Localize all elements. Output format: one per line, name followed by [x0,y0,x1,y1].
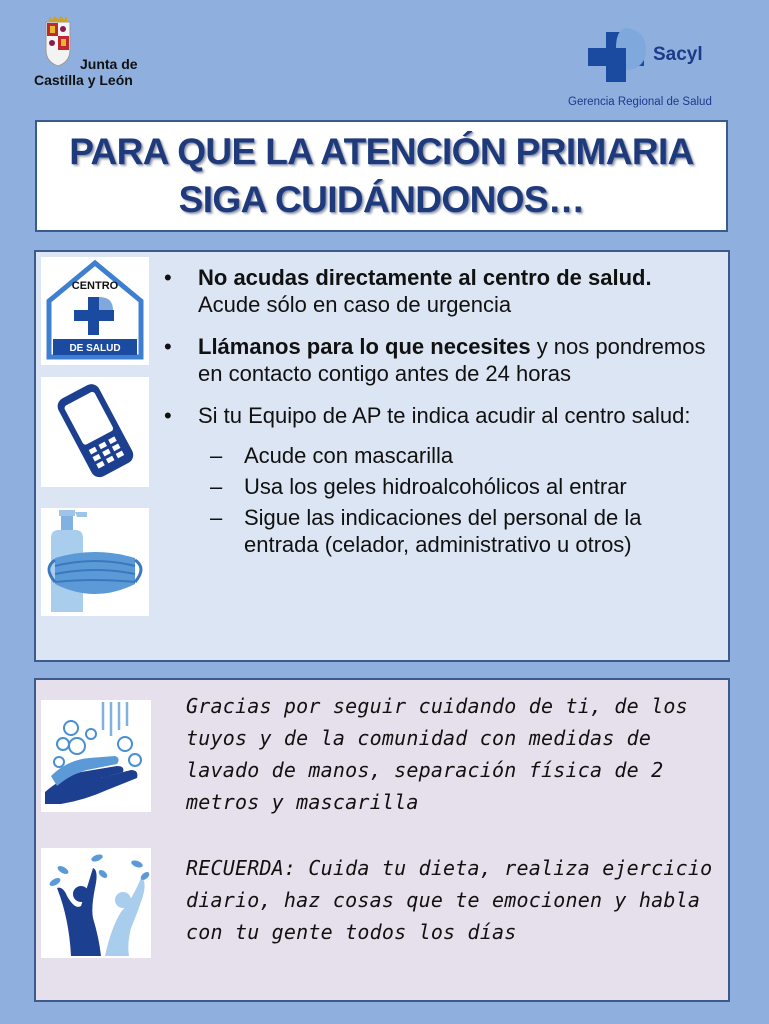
handwashing-icon [41,700,151,812]
bullet-item [160,333,720,387]
bullet-item [160,402,720,429]
bullet-2-text: y nos pondremos en contacto contigo antes de 24 horas [198,334,706,386]
health-center-icon [41,257,149,365]
wellbeing-person-icon [41,848,151,958]
bullet-3-text: Si tu Equipo de AP te indica acudir al centro salud: [198,403,691,428]
title-box [35,120,728,232]
title-line-1: PARA QUE LA ATENCIÓN PRIMARIA [69,131,694,172]
sacyl-cross-logo [586,24,648,88]
bullet-1-text: Acude sólo en caso de urgencia [198,292,512,317]
handwash-icon-box [41,700,151,812]
thanks-message: Gracias por seguir cuidando de ti, de los tuyos y de la comunidad con medidas de lavado de manos, separación física de 2 metros y mascarilla [186,694,688,814]
sacyl-subtitle: Gerencia Regional de Salud [568,96,712,108]
sub-item: – Acude con mascarilla [210,442,720,469]
sub-item: – Sigue las indicaciones del personal de la entrada (celador, administrativo u otros) [210,504,720,558]
bullet-item [160,264,720,318]
instructions-list [160,264,720,562]
sub-item: – Usa los geles hidroalcohólicos al entrar [210,473,720,500]
wellbeing-icon-box [41,848,151,958]
gel-mask-icon-box [41,508,149,616]
de-salud-label: DE SALUD [69,343,121,354]
junta-line1: Junta de [80,56,138,72]
remember-message: RECUERDA: Cuida tu dieta, realiza ejercicio diario, haz cosas que te emocionen y habla con tu gente todos los días [186,856,713,944]
phone-icon [41,377,149,487]
sacyl-name: Sacyl [653,44,703,65]
bullet-1-bold: No acudas directamente al centro de salud. [198,265,652,290]
centro-label: CENTRO [71,280,119,292]
gel-and-mask-icon [41,508,149,616]
phone-icon-box [41,377,149,487]
junta-line2: Castilla y León [34,72,133,88]
centro-salud-icon [41,257,149,365]
sub-list [160,442,720,558]
title-line-2: SIGA CUIDÁNDONOS… [178,179,585,220]
junta-castilla-leon-wordmark [34,56,174,88]
bullet-2-bold: Llámanos para lo que necesites [198,334,531,359]
